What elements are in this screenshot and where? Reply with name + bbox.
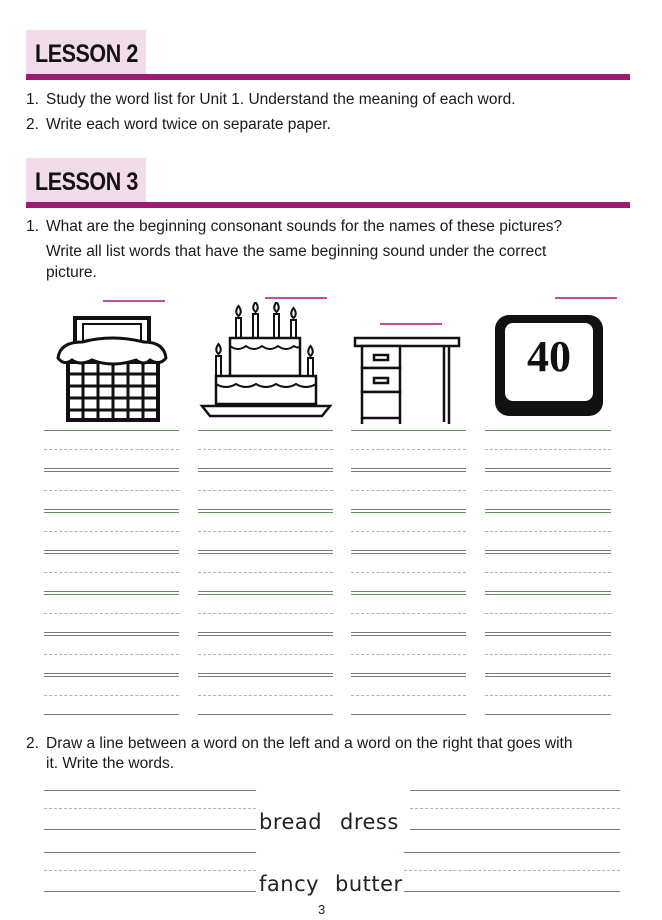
page-number: 3 <box>318 902 326 917</box>
forty-label: 40 <box>527 332 571 381</box>
writing-line <box>351 591 466 592</box>
writing-line <box>485 430 611 431</box>
writing-line <box>485 632 611 633</box>
writing-line <box>198 613 333 614</box>
writing-line <box>485 553 611 554</box>
desk-writing-lines[interactable] <box>351 430 466 722</box>
writing-line <box>198 531 333 532</box>
writing-line <box>351 490 466 491</box>
writing-line <box>351 654 466 655</box>
writing-line <box>351 594 466 595</box>
writing-line <box>485 550 611 551</box>
writing-line <box>198 594 333 595</box>
writing-line <box>198 468 333 469</box>
writing-line <box>198 490 333 491</box>
word-bread[interactable]: bread <box>259 810 323 834</box>
writing-line <box>44 714 179 715</box>
writing-line <box>44 613 179 614</box>
picture-3-blank[interactable] <box>380 323 442 325</box>
writing-line <box>351 714 466 715</box>
writing-line <box>198 635 333 636</box>
lesson-3-title: LESSON 3 <box>35 168 138 196</box>
writing-line <box>44 654 179 655</box>
writing-line <box>485 654 611 655</box>
writing-line <box>485 695 611 696</box>
word-dress[interactable]: dress <box>340 810 399 834</box>
writing-line <box>485 613 611 614</box>
left-baseline-1[interactable] <box>44 812 256 832</box>
writing-line <box>485 509 611 510</box>
writing-line <box>44 509 179 510</box>
lesson-3-header <box>26 158 630 206</box>
writing-line <box>44 594 179 595</box>
writing-line <box>485 591 611 592</box>
left-writing-line-1[interactable] <box>44 790 256 812</box>
writing-line <box>198 471 333 472</box>
writing-line <box>44 591 179 592</box>
lesson-2-bar <box>26 74 630 80</box>
right-writing-line-2[interactable] <box>404 852 620 896</box>
writing-line <box>351 613 466 614</box>
writing-line <box>44 430 179 431</box>
writing-line <box>198 632 333 633</box>
writing-line <box>351 673 466 674</box>
writing-line <box>351 550 466 551</box>
writing-line <box>44 490 179 491</box>
writing-line <box>485 714 611 715</box>
writing-line <box>198 509 333 510</box>
picture-1-blank[interactable] <box>103 300 165 302</box>
word-butter[interactable]: butter <box>335 872 403 896</box>
writing-line <box>44 512 179 513</box>
writing-line <box>198 430 333 431</box>
writing-line <box>485 531 611 532</box>
left-writing-line-2[interactable] <box>44 852 256 896</box>
writing-line <box>198 654 333 655</box>
writing-line <box>351 468 466 469</box>
desk-icon <box>352 336 462 426</box>
basket-icon <box>52 314 170 424</box>
writing-line <box>351 531 466 532</box>
writing-line <box>485 676 611 677</box>
writing-line <box>44 635 179 636</box>
writing-line <box>485 635 611 636</box>
writing-line <box>351 695 466 696</box>
picture-2-blank[interactable] <box>265 297 327 299</box>
writing-line <box>351 509 466 510</box>
writing-line <box>198 673 333 674</box>
writing-line <box>351 449 466 450</box>
writing-line <box>351 471 466 472</box>
cake-writing-lines[interactable] <box>198 430 333 722</box>
lesson-2-title: LESSON 2 <box>35 40 138 68</box>
writing-line <box>198 572 333 573</box>
word-fancy[interactable]: fancy <box>259 872 320 896</box>
writing-line <box>485 512 611 513</box>
picture-4-blank[interactable] <box>555 297 617 299</box>
forty-writing-lines[interactable] <box>485 430 611 722</box>
writing-line <box>44 673 179 674</box>
writing-line <box>44 471 179 472</box>
writing-line <box>198 695 333 696</box>
writing-line <box>44 632 179 633</box>
writing-line <box>198 676 333 677</box>
writing-line <box>44 572 179 573</box>
writing-line <box>351 430 466 431</box>
writing-line <box>351 512 466 513</box>
writing-line <box>485 572 611 573</box>
lesson-3-bar <box>26 202 630 208</box>
writing-line <box>44 676 179 677</box>
writing-line <box>44 695 179 696</box>
writing-line <box>351 572 466 573</box>
writing-line <box>485 673 611 674</box>
lesson-2-header <box>26 30 630 78</box>
writing-line <box>198 714 333 715</box>
writing-line <box>44 531 179 532</box>
writing-line <box>198 553 333 554</box>
writing-line <box>351 632 466 633</box>
writing-line <box>198 512 333 513</box>
writing-line <box>198 550 333 551</box>
writing-line <box>351 553 466 554</box>
writing-line <box>485 594 611 595</box>
right-writing-line-1[interactable] <box>410 790 620 834</box>
forty-icon <box>493 313 605 418</box>
basket-writing-lines[interactable] <box>44 430 179 722</box>
writing-line <box>485 490 611 491</box>
writing-line <box>198 591 333 592</box>
writing-line <box>198 449 333 450</box>
writing-line <box>351 676 466 677</box>
writing-line <box>485 471 611 472</box>
writing-line <box>485 449 611 450</box>
writing-line <box>485 468 611 469</box>
cake-icon <box>198 302 334 420</box>
writing-line <box>44 468 179 469</box>
writing-line <box>44 553 179 554</box>
writing-line <box>44 449 179 450</box>
writing-line <box>351 635 466 636</box>
writing-line <box>44 550 179 551</box>
